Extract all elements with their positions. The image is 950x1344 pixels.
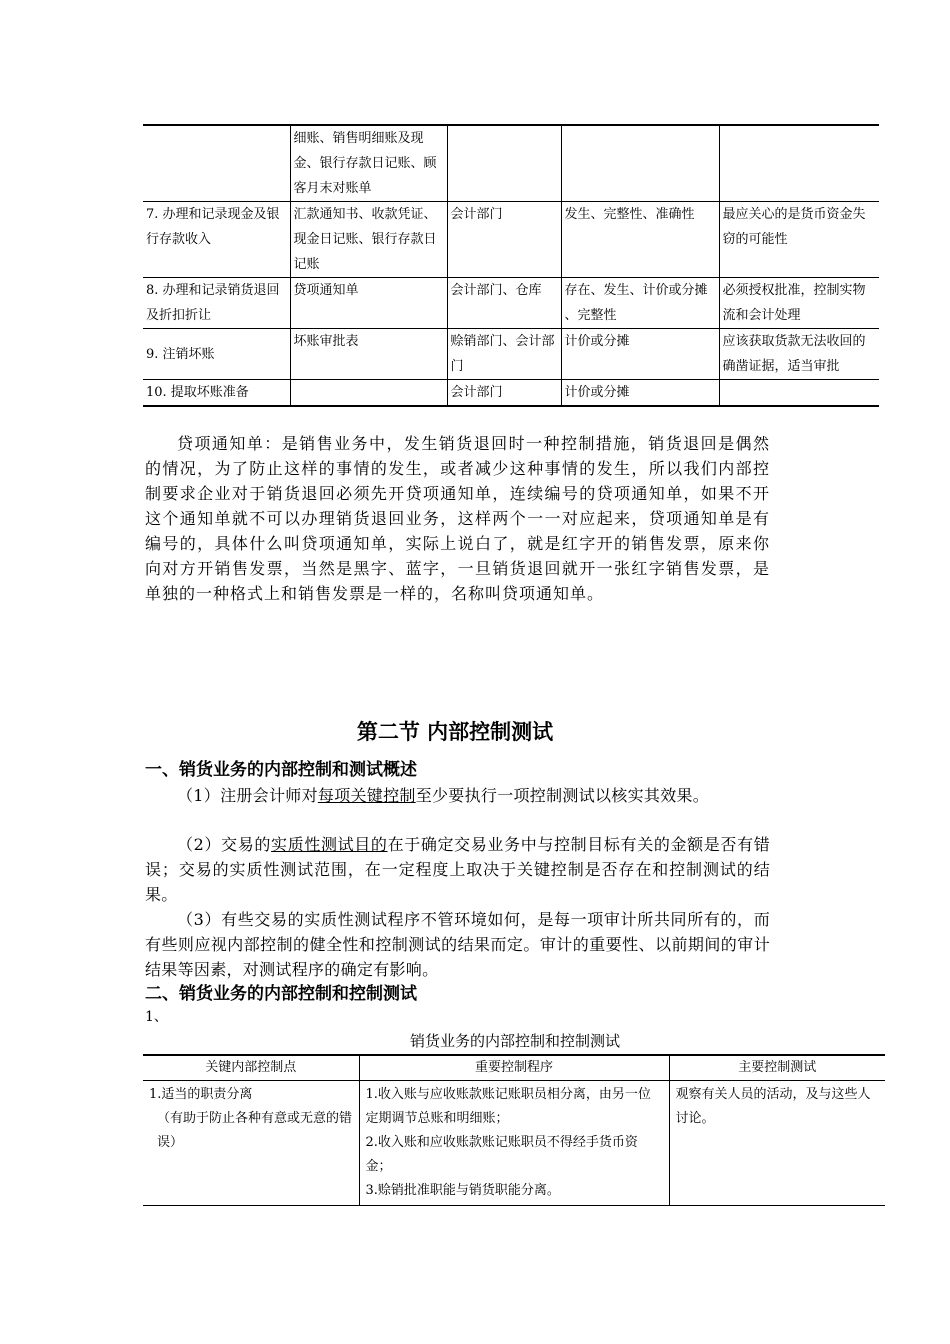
table-cell: [719, 125, 879, 202]
table-cell: 7. 办理和记录现金及银行存款收入: [143, 202, 290, 278]
table-cell: 赊销部门、会计部门: [447, 329, 561, 380]
cell-line: 1.适当的职责分离: [149, 1087, 253, 1102]
table-cell: [143, 1081, 359, 1206]
table-cell: 发生、完整性、准确性: [561, 202, 719, 278]
table-cell: [447, 125, 561, 202]
table-header: 重要控制程序: [359, 1055, 669, 1081]
cell-line: 2.收入账和应收账款账记账职员不得经手货币资金；: [365, 1135, 638, 1174]
heading-overview: 一、销货业务的内部控制和测试概述: [145, 760, 417, 780]
table-row: [143, 202, 879, 278]
credit-memo-paragraph: 贷项通知单：是销售业务中，发生销货退回时一种控制措施，销货退回是偶然的情况，为了防止这样的事情的发生，或者减少这种事情的发生，所以我们内部控制要求企业对于销货退回必须先开贷项通知单，连续编号的贷项通知单，如果不开这个通知单就不可以办理销货退回业务，这样两个一一对应起来，贷项通知单是有编号的，具体什么叫贷项通知单，实际上说白了，就是红字开的销售发票，原来你向对方开销售发票，当然是黑字、蓝字，一旦销货退回就开一张红字销售发票，是单独的一种格式上和销售发票是一样的，名称叫贷项通知单。: [145, 434, 770, 603]
item-1-paragraph: [145, 783, 770, 808]
table-row: [143, 125, 879, 202]
item-1-post: 至少要执行一项控制测试以核实其效果。: [415, 786, 710, 805]
table-cell: [561, 125, 719, 202]
table-cell: 会计部门: [447, 202, 561, 278]
sales-controls-table: [143, 1054, 885, 1206]
item-1-underlined: 每项关键控制: [317, 786, 416, 805]
table-cell: 必须授权批准，控制实物流和会计处理: [719, 278, 879, 329]
table-header-row: [143, 1055, 885, 1081]
cell-line: 1.收入账与应收账款账记账职员相分离，由另一位定期调节总账和明细账；: [365, 1087, 651, 1126]
table-cell: [719, 380, 879, 407]
table-header: 主要控制测试: [669, 1055, 885, 1081]
table-header: 关键内部控制点: [143, 1055, 359, 1081]
table-cell: 汇款通知书、收款凭证、现金日记账、银行存款日记账: [290, 202, 447, 278]
table-cell: 计价或分摊: [561, 329, 719, 380]
item-2-paragraph: [145, 832, 770, 907]
section-title: 第二节 内部控制测试: [356, 719, 554, 744]
table-cell: 计价或分摊: [561, 380, 719, 407]
cell-line: 观察有关人员的活动，及与这些人讨论。: [675, 1087, 871, 1126]
table-cell: 细账、销售明细账及现金、银行存款日记账、顾客月末对账单: [290, 125, 447, 202]
table-cell: 10. 提取坏账准备: [143, 380, 290, 407]
table-cell: 贷项通知单: [290, 278, 447, 329]
item-3-paragraph: （3）有些交易的实质性测试程序不管环境如何，是每一项审计所共同所有的，而有些则应视内部控制的健全性和控制测试的结果而定。审计的重要性、以前期间的审计结果等因素，对测试程序的确定有影响。: [145, 910, 770, 979]
table-row: [143, 278, 879, 329]
table-cell: 应该获取货款无法收回的确凿证据，适当审批: [719, 329, 879, 380]
heading-controls: 二、销货业务的内部控制和控制测试: [145, 984, 417, 1004]
table-row: [143, 380, 879, 407]
table-cell: 9. 注销坏账: [143, 329, 290, 380]
table-cell: 最应关心的是货币资金失窃的可能性: [719, 202, 879, 278]
table-cell: 坏账审批表: [290, 329, 447, 380]
table-cell: 会计部门: [447, 380, 561, 407]
table-cell: 存在、发生、计价或分摊 、完整性: [561, 278, 719, 329]
table-cell: [143, 125, 290, 202]
item-2-pre: （2）交易的: [177, 835, 272, 854]
table-row: [143, 329, 879, 380]
control-objectives-table: [143, 124, 879, 407]
table-cell: [669, 1081, 885, 1206]
list-marker: 1、: [145, 1009, 168, 1025]
item-2-underlined: 实质性测试目的: [271, 835, 388, 854]
table-row: [143, 1081, 885, 1206]
cell-line: （有助于防止各种有意或无意的错误）: [157, 1111, 353, 1150]
table-cell: [359, 1081, 669, 1206]
table-cell: [290, 380, 447, 407]
table-cell: 会计部门、仓库: [447, 278, 561, 329]
cell-line: 3.赊销批准职能与销货职能分离。: [365, 1183, 560, 1198]
table-title: 销货业务的内部控制和控制测试: [409, 1032, 620, 1050]
item-2-post: 在于确定交易业务中与控制目标有关的金额是否有错误；交易的实质性测试范围，在一定程度上取决于关键控制是否存在和控制测试的结果。: [145, 835, 771, 904]
item-1-pre: （1）注册会计师对: [177, 786, 318, 805]
table-cell: 8. 办理和记录销货退回及折扣折让: [143, 278, 290, 329]
